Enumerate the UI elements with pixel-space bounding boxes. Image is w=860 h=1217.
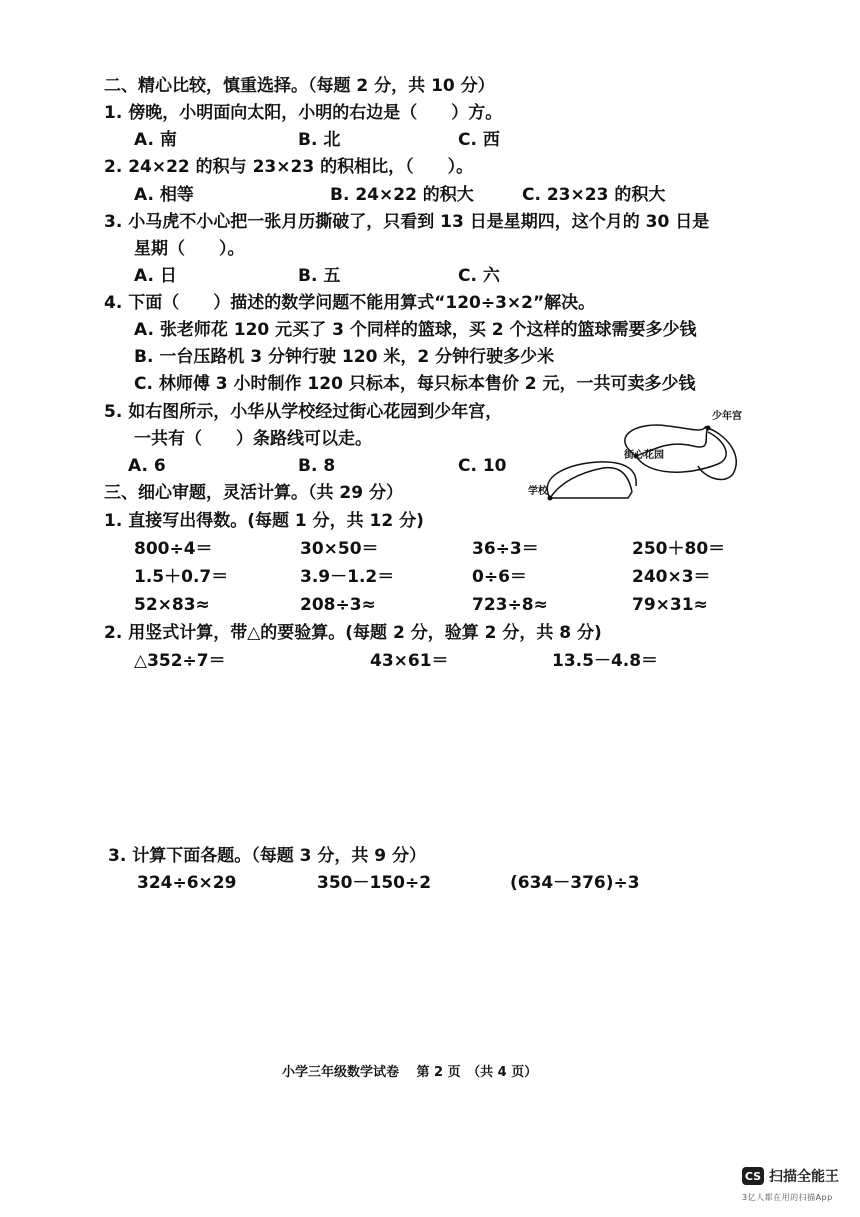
page-footer: 小学三年级数学试卷 第 2 页 （共 4 页） [282,1065,538,1080]
watermark-app-name: 扫描全能王 [769,1169,839,1185]
mental-calc-item: 30×50＝ [300,539,379,559]
q5-stem-line2: 一共有（ ）条路线可以走。 [134,429,372,449]
route-path [550,468,632,498]
vertical-calc-item: 13.5－4.8＝ [552,651,659,671]
q2-option-a: A. 相等 [134,185,194,205]
vertical-calc-item: △352÷7＝ [134,651,226,671]
s3-q1-title: 1. 直接写出得数。(每题 1 分，共 12 分) [104,511,424,531]
q5-option-a: A. 6 [128,456,166,476]
mental-calc-item: 0÷6＝ [472,567,527,587]
q5-stem-line1: 5. 如右图所示，小华从学校经过街心花园到少年宫， [104,402,503,422]
q3-stem-line2: 星期（ ）。 [134,239,245,259]
mixed-calc-item: 324÷6×29 [137,873,237,893]
mental-calc-item: 240×3＝ [632,567,711,587]
q5-option-b: B. 8 [298,456,336,476]
mental-calc-item: 1.5＋0.7＝ [134,567,229,587]
school-point [548,496,553,501]
route-path [550,492,632,498]
mental-calc-item: 250＋80＝ [632,539,726,559]
route-map [528,406,758,511]
q5-option-c: C. 10 [458,456,507,476]
map-label-garden: 街心花园 [624,450,664,461]
mental-calc-item: 3.9－1.2＝ [300,567,395,587]
vertical-calc-item: 43×61＝ [370,651,449,671]
q3-option-c: C. 六 [458,266,500,286]
camscanner-logo-icon: CS [742,1167,764,1185]
mixed-calc-item: (634－376)÷3 [510,873,640,893]
q3-option-a: A. 日 [134,266,177,286]
q1-option-a: A. 南 [134,130,177,150]
mental-calc-item: 723÷8≈ [472,595,548,615]
q1-option-b: B. 北 [298,130,341,150]
map-label-school: 学校 [528,486,548,497]
mental-calc-item: 800÷4＝ [134,539,213,559]
section-3-title: 三、细心审题，灵活计算。（共 29 分） [104,483,403,503]
q4-stem: 4. 下面（ ）描述的数学问题不能用算式“120÷3×2”解决。 [104,293,596,313]
route-path [547,462,636,498]
s3-q3-title: 3. 计算下面各题。（每题 3 分，共 9 分） [108,846,427,866]
watermark-tagline: 3亿人都在用的扫描App [742,1193,833,1202]
mental-calc-item: 208÷3≈ [300,595,376,615]
q2-option-c: C. 23×23 的积大 [522,185,666,205]
q1-stem: 1. 傍晚，小明面向太阳，小明的右边是（ ）方。 [104,103,503,123]
mental-calc-item: 52×83≈ [134,595,210,615]
mixed-calc-item: 350－150÷2 [317,873,432,893]
q2-stem: 2. 24×22 的积与 23×23 的积相比，（ ）。 [104,157,474,177]
route-path [698,428,736,479]
q1-option-c: C. 西 [458,130,500,150]
section-2-title: 二、精心比较，慎重选择。（每题 2 分，共 10 分） [104,76,495,96]
q4-option-a: A. 张老师花 120 元买了 3 个同样的篮球，买 2 个这样的篮球需要多少钱 [134,320,697,340]
map-label-palace: 少年宫 [712,411,742,422]
q2-option-b: B. 24×22 的积大 [330,185,474,205]
palace-point [706,426,711,431]
mental-calc-item: 79×31≈ [632,595,708,615]
q3-option-b: B. 五 [298,266,341,286]
q3-stem-line1: 3. 小马虎不小心把一张月历撕破了，只看到 13 日是星期四，这个月的 30 日是 [104,212,710,232]
s3-q2-title: 2. 用竖式计算，带△的要验算。(每题 2 分，验算 2 分，共 8 分) [104,623,602,643]
mental-calc-item: 36÷3＝ [472,539,539,559]
q4-option-c: C. 林师傅 3 小时制作 120 只标本，每只标本售价 2 元，一共可卖多少钱 [134,374,696,394]
q4-option-b: B. 一台压路机 3 分钟行驶 120 米，2 分钟行驶多少米 [134,347,555,367]
